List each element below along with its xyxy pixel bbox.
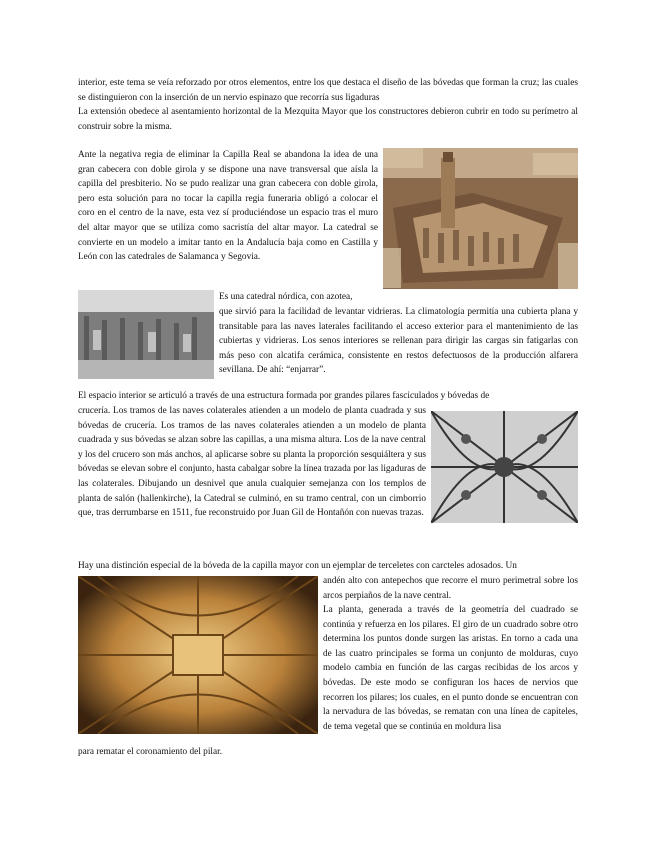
golden-vault-photo — [78, 576, 318, 734]
vault-bw-photo — [431, 411, 578, 523]
paragraph-capilla-real: Ante la negativa regia de eliminar la Capilla Real se abandona la idea de una gran cabecera con doble girola y se dispone una nave transversal que aísla la capilla del presbiterio. No se pudo realizar una gran cabecera con doble girola, pero esta solución para no tocar la capilla regia funeraria obligó a colocar el coro en el centro de la nave, esta vez sí produciéndose un espacio tras el muro del altar mayor que se utiliza como sacristía del altar mayor. La catedral se convierte en un modelo a imitar tanto en la Andalucía baja como en Castilla y León con las catedrales de Salamanca y Segovia. — [78, 150, 378, 263]
paragraph-espacio-interior: crucería. Los tramos de las naves colaterales atienden a un modelo de planta cuadrada y sus bóvedas de crucería. Los tramos de las naves colaterales atienden a un modelo de planta cuadrada y sus bóvedas se alzan sobre las capillas, a una misma altura. Los de la nave central y los del crucero son más anchos, al aplicarse sobre su planta la proporción sesquiáltera y sus bóvedas se elevan sobre el conjunto, hasta cabalgar sobre la línea trazada por las ligaduras de las colaterales. Dibujando un desnivel que anula cualquier semejanza con los templos de planta de salón (hallenkirche), la Catedral se culminó, en su tramo central, con un cimborrio que, tras derrumbarse en 1511, fue reconstruido por Juan Gil de Hontañón con nuevas trazas. — [78, 406, 426, 519]
paragraph-extension: La extensión obedece al asentamiento horizontal de la Mezquita Mayor que los constructores debieron cubrir en todo su perímetro al construir sobre la misma. — [78, 107, 578, 132]
paragraph-nordica: que sirvió para la facilidad de levantar vidrieras. La climatología permitía una cubierta plana y transitable para las naves laterales facilitando el acceso exterior para el mantenimiento de las cubiertas y vidrieras. Los senos interiores se rellenan para dirigir las cargas sin fatigarlas con más peso con alcatifa cerámica, consistente en restos defectuosos de la producción alfarera sevillana. De ahí: “enjarrar”. — [219, 307, 578, 376]
paragraph-planta: La planta, generada a través de la geometría del cuadrado se continúa y refuerza en los pilares. El giro de un cuadrado sobre otro determina los puntos donde surgen las aristas. En torno a cada una de las cuatro principales se forma un conjunto de molduras, cuyo modelo cambia en función de las cargas recibidas de los arcos y bóvedas. De este modo se configuran los haces de nervios que recorren los pilares; los cuales, en el punto donde se encuentran con la nervadura de las bóvedas, se rematan con una línea de capiteles, de tema vegetal que se continúa en moldura lisa — [323, 605, 578, 732]
paragraph-capilla-mayor-top: Hay una distinción especial de la bóveda de la capilla mayor con un ejemplar de terceletes con carcteles adosados. Un — [78, 561, 517, 571]
paragraph-pilar-end: para rematar el coronamiento del pilar. — [78, 747, 223, 757]
aerial-view-photo — [383, 148, 578, 289]
roof-terrace-photo — [78, 290, 214, 379]
paragraph-crucero: interior, este tema se veía reforzado por otros elementos, entre los que destaca el diseño de las bóvedas que forman la cruz; las cuales se distinguieron con la inserción de un nervio espinazo que recorría sus ligaduras — [78, 78, 578, 103]
paragraph-anden: andén alto con antepechos que recorre el muro perimetral sobre los arcos perpiaños de la nave central. — [323, 576, 578, 601]
paragraph-espacio-top: El espacio interior se articuló a través de una estructura formada por grandes pilares fasciculados y bóvedas de — [78, 391, 490, 401]
paragraph-nordica-first: Es una catedral nórdica, con azotea, — [219, 292, 353, 302]
